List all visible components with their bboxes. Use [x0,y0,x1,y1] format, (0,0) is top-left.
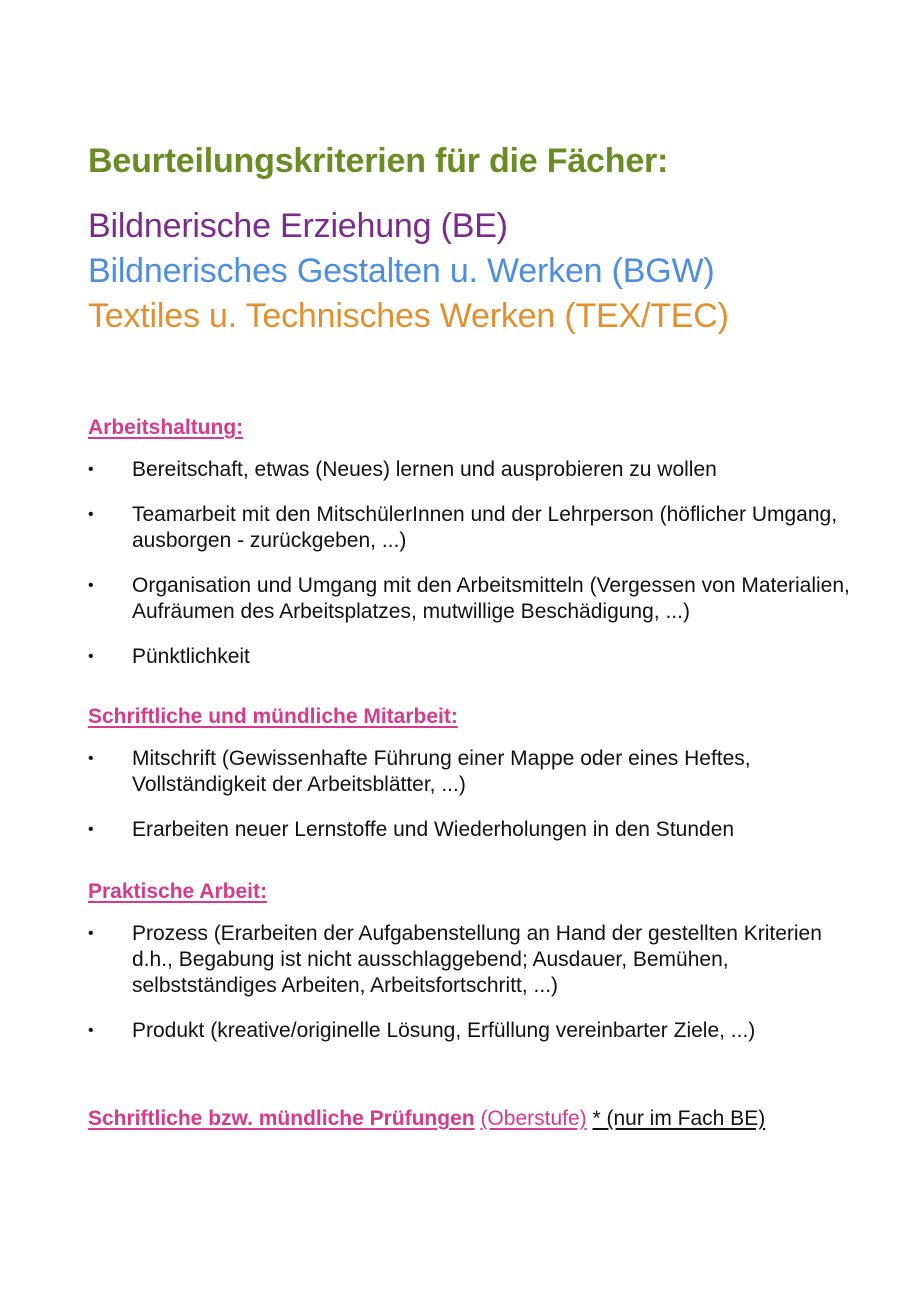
bullet-icon: • [88,925,94,942]
list-item-text: Mitschrift (Gewissenhafte Führung einer Mappe oder eines Heftes, Vollständigkeit der Arbeitsblätter, ...) [132,747,751,796]
list-item [88,644,868,670]
list-item [88,502,868,554]
exam-level: (Oberstufe) [480,1107,587,1130]
bullet-icon: • [88,648,94,665]
section-heading-mitarbeit: Schriftliche und mündliche Mitarbeit: [88,705,458,728]
subject-list [88,204,868,339]
section-heading-arbeitshaltung: Arbeitshaltung: [88,416,244,439]
list-item-text: Teamarbeit mit den MitschülerInnen und der Lehrperson (höflicher Umgang, ausborgen - zurückgeben, ...) [132,503,838,552]
bullet-list-praktische-arbeit [88,921,868,1044]
exam-heading: Schriftliche bzw. mündliche Prüfungen [88,1107,475,1130]
list-item [88,573,868,625]
bullet-icon: • [88,506,94,523]
bullet-icon: • [88,461,94,478]
subject-be: Bildnerische Erziehung (BE) [88,207,508,245]
bullet-icon: • [88,1022,94,1039]
list-item [88,921,868,999]
subject-tex: Textiles u. Technisches Werken (TEX/TEC) [88,297,729,335]
bullet-list-mitarbeit [88,746,868,843]
subject-bgw: Bildnerisches Gestalten u. Werken (BGW) [88,252,715,290]
list-item-text: Produkt (kreative/originelle Lösung, Erfüllung vereinbarter Ziele, ...) [132,1019,756,1042]
bullet-list-arbeitshaltung [88,457,868,670]
list-item-text: Pünktlichkeit [132,645,250,668]
bullet-icon: • [88,577,94,594]
list-item [88,817,868,843]
bullet-icon: • [88,750,94,767]
list-item-text: Prozess (Erarbeiten der Aufgabenstellung an Hand der gestellten Kriterien d.h., Begabung ist nicht ausschlaggebend; Ausdauer, Bemühen, selbstständiges Arbeiten, Arbeitsfortschritt, ...) [132,922,822,997]
list-item [88,746,868,798]
list-item-text: Organisation und Umgang mit den Arbeitsmitteln (Vergessen von Materialien, Aufräumen des Arbeitsplatzes, mutwillige Beschädigung, ...) [132,574,850,623]
exam-note-line [88,1106,868,1132]
page-title: Beurteilungskriterien für die Fächer: [88,142,669,180]
list-item [88,457,868,483]
bullet-icon: • [88,821,94,838]
document-page [88,138,868,1132]
list-item [88,1018,868,1044]
section-heading-praktische-arbeit: Praktische Arbeit: [88,880,267,903]
list-item-text: Erarbeiten neuer Lernstoffe und Wiederholungen in den Stunden [132,818,735,841]
exam-subject-note: * (nur im Fach BE) [592,1107,766,1130]
list-item-text: Bereitschaft, etwas (Neues) lernen und ausprobieren zu wollen [132,458,717,481]
